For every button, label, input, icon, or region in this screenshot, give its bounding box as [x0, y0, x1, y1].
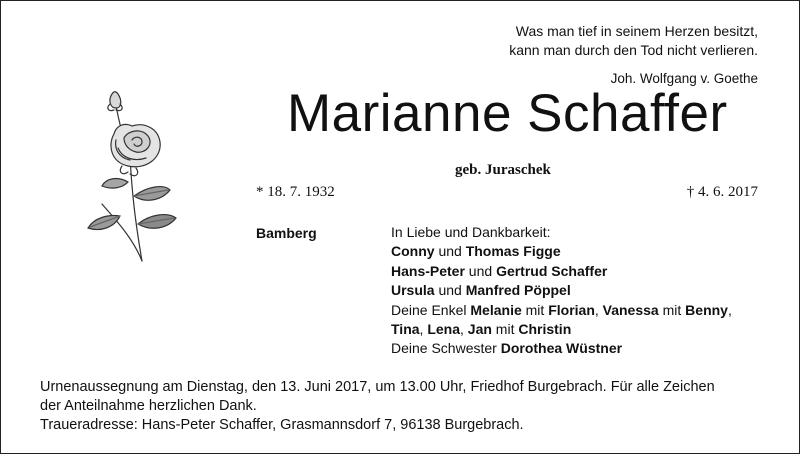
sister-name: Dorothea Wüstner	[500, 340, 623, 357]
separator: ,	[594, 301, 603, 318]
funeral-notice	[40, 378, 715, 435]
grandchild-name: Melanie	[470, 301, 522, 318]
rose-illustration-icon	[72, 86, 192, 266]
footer-line-1: Urnenaussegnung am Dienstag, den 13. Juni 2017, um 13.00 Uhr, Friedhof Burgebrach. Für alle Zeichen	[40, 379, 715, 395]
mourner-name: Gertrud Schaffer	[496, 262, 608, 279]
grandchildren-line-1	[391, 301, 732, 320]
joiner: mit	[658, 301, 686, 318]
sister-prefix: Deine Schwester	[391, 340, 501, 357]
mourner-joiner: und	[434, 282, 466, 299]
mourner-name: Thomas Figge	[465, 243, 561, 260]
goethe-quote	[509, 22, 758, 88]
mourners-intro: In Liebe und Dankbarkeit:	[391, 224, 551, 240]
quote-author: Joh. Wolfgang v. Goethe	[610, 71, 758, 86]
mourner-joiner: und	[434, 243, 466, 260]
mourner-couple-3	[391, 281, 732, 300]
residence-place: Bamberg	[256, 225, 317, 241]
separator: ,	[727, 301, 732, 318]
quote-line-1: Was man tief in seinem Herzen besitzt,	[515, 23, 758, 39]
deceased-name: Marianne Schaffer	[287, 84, 728, 143]
separator: ,	[460, 321, 468, 338]
grandchild-name: Vanessa	[602, 301, 659, 318]
birth-date: * 18. 7. 1932	[256, 184, 335, 200]
mourner-name: Hans-Peter	[391, 262, 465, 279]
mourner-couple-2	[391, 262, 732, 281]
death-date: † 4. 6. 2017	[686, 184, 758, 200]
grandchild-partner: Benny	[685, 301, 728, 318]
separator: ,	[419, 321, 428, 338]
mourner-joiner: und	[464, 262, 497, 279]
footer-line-2: der Anteilnahme herzlichen Dank.	[40, 398, 257, 414]
grandchild-name: Jan	[467, 321, 492, 338]
joiner: mit	[491, 321, 519, 338]
maiden-name: geb. Juraschek	[455, 162, 551, 178]
quote-line-2: kann man durch den Tod nicht verlieren.	[509, 42, 758, 58]
grandchildren-prefix: Deine Enkel	[391, 301, 471, 318]
mourners-list	[391, 223, 732, 359]
grandchild-partner: Florian	[548, 301, 595, 318]
grandchild-partner: Christin	[518, 321, 572, 338]
footer-line-3: Traueradresse: Hans-Peter Schaffer, Grasmannsdorf 7, 96138 Burgebrach.	[40, 417, 524, 433]
joiner: mit	[521, 301, 549, 318]
mourner-name: Ursula	[391, 282, 435, 299]
mourner-couple-1	[391, 242, 732, 261]
mourner-name: Manfred Pöppel	[465, 282, 571, 299]
mourner-name: Conny	[391, 243, 435, 260]
grandchild-name: Tina	[391, 321, 420, 338]
grandchild-name: Lena	[427, 321, 460, 338]
sister-line	[391, 339, 732, 358]
grandchildren-line-2	[391, 320, 732, 339]
